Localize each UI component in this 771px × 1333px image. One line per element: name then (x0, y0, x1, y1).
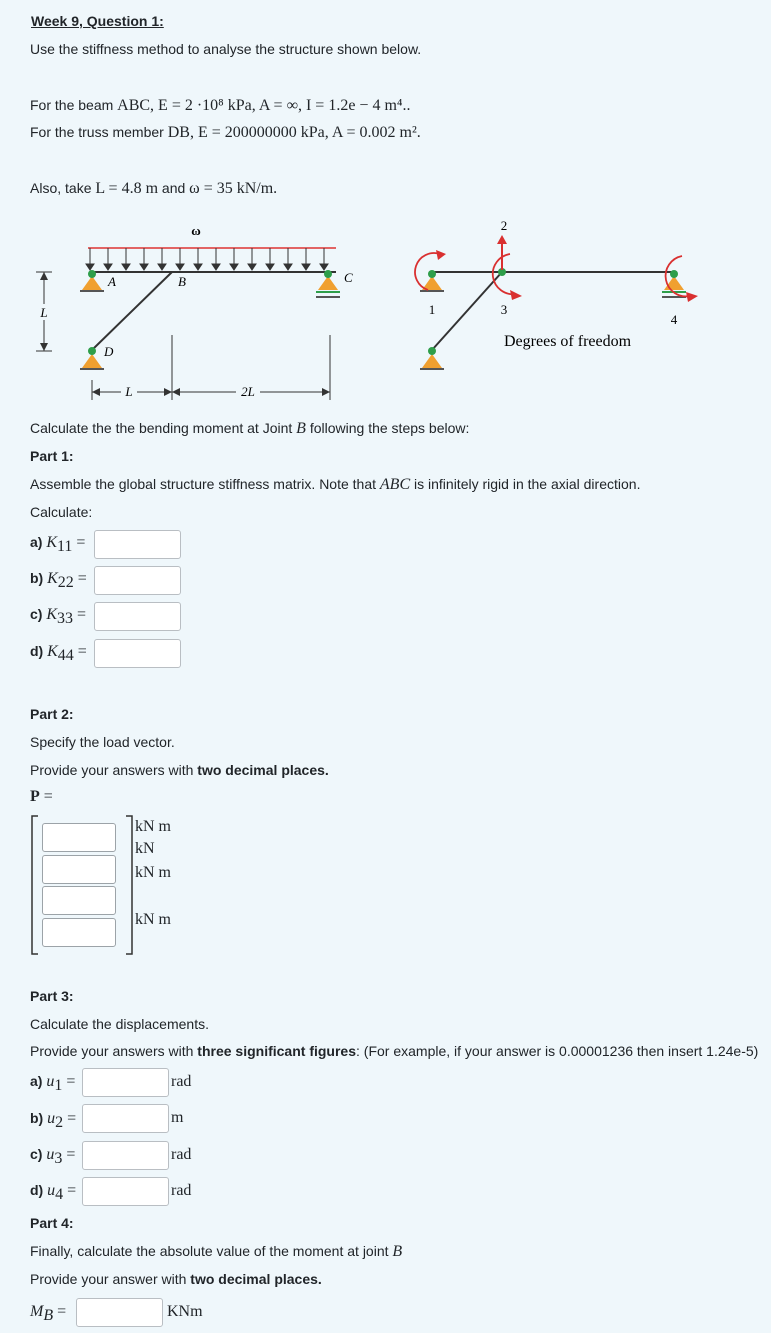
u2-label: b) $u_2$ = (30, 1110, 77, 1131)
part3-precision: Provide your answers with three significant figures: (For example, if your answer is 0.00001236 then insert 1.24e-5) (30, 1043, 759, 1059)
svg-text:2L: 2L (241, 384, 255, 399)
svg-text:2: 2 (500, 218, 508, 233)
u4-input[interactable] (82, 1177, 169, 1206)
load-vector-p2[interactable] (42, 855, 116, 884)
part1-heading: Part 1: (30, 448, 74, 464)
part2-precision: Provide your answers with two decimal places. (30, 762, 329, 778)
k22-label: b) $K_{22}$ = (30, 570, 87, 591)
svg-text:1: 1 (428, 302, 436, 317)
part4-precision: Provide your answer with two decimal places. (30, 1271, 322, 1287)
k33-label: c) $K_{33}$ = (30, 606, 87, 627)
part1-instruction: Assemble the global structure stiffness matrix. Note that ABC is infinitely rigid in the axial direction. (30, 476, 641, 493)
part2-heading: Part 2: (30, 706, 74, 722)
mb-label: $M_B$ = (30, 1303, 67, 1324)
k44-label: d) $K_{44}$ = (30, 643, 87, 664)
k44-input[interactable] (94, 639, 181, 668)
u1-unit: rad (171, 1073, 192, 1090)
part3-instruction: Calculate the displacements. (30, 1016, 209, 1032)
intro-text: Use the stiffness method to analyse the structure shown below. (30, 41, 422, 57)
omega-label: ω (191, 223, 201, 238)
given-values: Also, take L = 4.8 m and ω = 35 kN/m. (30, 180, 278, 197)
k11-input[interactable] (94, 530, 181, 559)
loaded-beam-figure (36, 223, 353, 400)
load-unit-1: kN m (135, 818, 171, 835)
svg-text:L: L (125, 384, 133, 399)
svg-text:3: 3 (500, 302, 508, 317)
u1-input[interactable] (82, 1068, 169, 1097)
u1-label: a) $u_1$ = (30, 1073, 76, 1094)
u3-label: c) $u_3$ = (30, 1146, 76, 1167)
structure-diagram (0, 210, 771, 410)
question-title: Week 9, Question 1: (31, 13, 164, 29)
k22-input[interactable] (94, 566, 181, 595)
dof-figure (415, 218, 698, 369)
svg-text:B: B (178, 274, 186, 289)
k11-label: a) $K_{11}$ = (30, 534, 86, 555)
u4-label: d) $u_4$ = (30, 1182, 77, 1203)
load-unit-3: kN m (135, 864, 171, 881)
part1-calculate: Calculate: (30, 504, 93, 520)
k33-input[interactable] (94, 602, 181, 631)
svg-text:C: C (344, 270, 353, 285)
beam-properties: For the beam ABC, E = 2 ·10⁸ kPa, A = ∞, I = 1.2e − 4 m⁴.. (30, 97, 411, 114)
truss-properties-math: DB, E = 200000000 kPa, A = 0.002 m². (167, 124, 421, 141)
part4-instruction: Finally, calculate the absolute value of the moment at joint B (30, 1243, 403, 1260)
u3-input[interactable] (82, 1141, 169, 1170)
svg-text:L: L (40, 305, 48, 320)
u2-unit: m (171, 1109, 184, 1126)
svg-text:4: 4 (670, 312, 678, 327)
load-vector-p3[interactable] (42, 886, 116, 915)
task-statement: Calculate the the bending moment at Joint B following the steps below: (30, 420, 470, 437)
part2-instruction: Specify the load vector. (30, 734, 175, 750)
load-vector-label: P = (30, 788, 53, 805)
u2-input[interactable] (82, 1104, 169, 1133)
load-vector-p4[interactable] (42, 918, 116, 947)
truss-properties: For the truss member DB, E = 200000000 kPa, A = 0.002 m². (30, 124, 421, 141)
part4-heading: Part 4: (30, 1215, 74, 1231)
load-vector-p1[interactable] (42, 823, 116, 852)
u4-unit: rad (171, 1182, 192, 1199)
u3-unit: rad (171, 1146, 192, 1163)
load-unit-4: kN m (135, 911, 171, 928)
dof-title: Degrees of freedom (504, 333, 632, 350)
part3-heading: Part 3: (30, 988, 74, 1004)
mb-input[interactable] (76, 1298, 163, 1327)
svg-text:D: D (104, 344, 114, 359)
mb-unit: KNm (167, 1303, 203, 1320)
svg-text:A: A (108, 274, 116, 289)
load-unit-2: kN (135, 840, 155, 857)
beam-properties-math: ABC, E = 2 ·10⁸ kPa, A = ∞, I = 1.2e − 4 m⁴.. (117, 97, 411, 114)
